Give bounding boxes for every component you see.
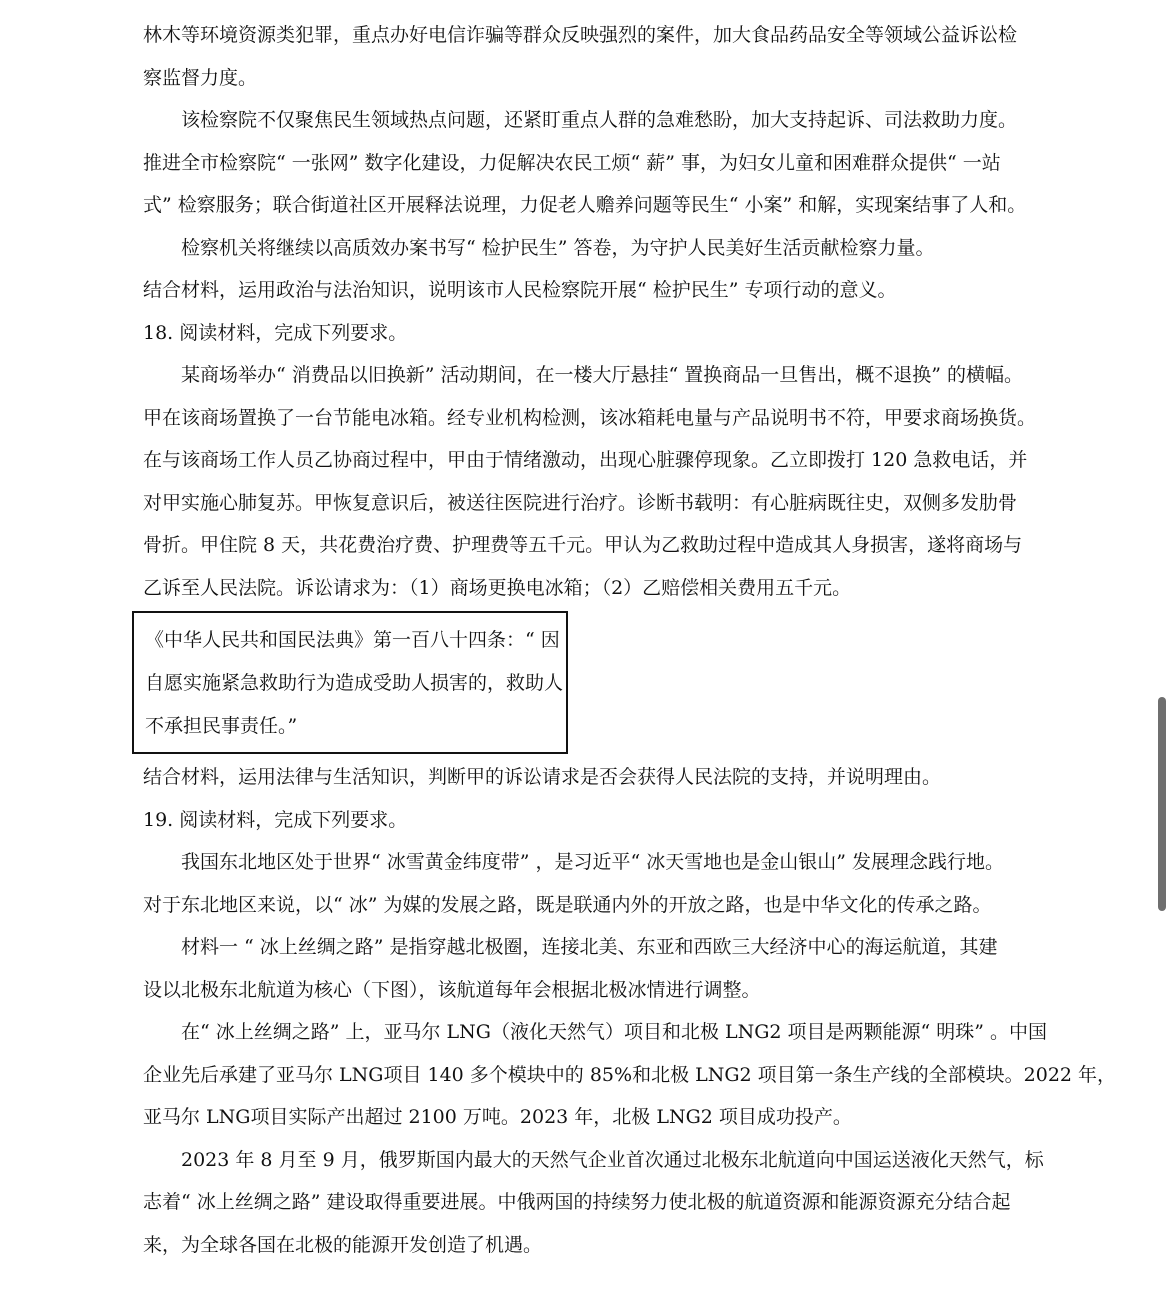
text-line: 骨折。甲住院 8 天，共花费治疗费、护理费等五千元。甲认为乙救助过程中造成其人身损害，遂将商场与 <box>143 534 1023 556</box>
text-line: 式” 检察服务；联合街道社区开展释法说理，力促老人赡养问题等民生“ 小案” 和解，实现案结事了人和。 <box>143 194 1027 216</box>
text-line: 察监督力度。 <box>143 66 258 89</box>
text-line: 推进全市检察院“ 一张网” 数字化建设，力促解决农民工烦“ 薪” 事，为妇女儿童和困难群众提供“ 一站 <box>143 151 1001 174</box>
text-line: 志着“ 冰上丝绸之路” 建设取得重要进展。中俄两国的持续努力使北极的航道资源和能源资源充分结合起 <box>143 1191 1011 1213</box>
text-line: 该检察院不仅聚焦民生领域热点问题，还紧盯重点人群的急难愁盼，加大支持起诉、司法救助力度。 <box>181 109 1018 131</box>
text-block-after <box>143 756 1117 1266</box>
text-line: 林木等环境资源类犯罪，重点办好电信诈骗等群众反映强烈的案件，加大食品药品安全等领域公益诉讼检 <box>143 24 1018 46</box>
text-line: 在与该商场工作人员乙协商过程中，甲由于情绪激动，出现心脏骤停现象。乙立即拨打 120 急救电话，并 <box>143 449 1028 471</box>
document-page <box>143 14 1117 1266</box>
text-line: 结合材料，运用政治与法治知识，说明该市人民检察院开展“ 检护民生” 专项行动的意义。 <box>143 279 897 301</box>
text-line: 在“ 冰上丝绸之路” 上，亚马尔 LNG（液化天然气）项目和北极 LNG2 项目是两颗能源“ 明珠” 。中国 <box>181 1021 1048 1043</box>
text-line: 2023 年 8 月至 9 月，俄罗斯国内最大的天然气企业首次通过北极东北航道向中国运送液化天然气，标 <box>181 1148 1044 1171</box>
text-block-before <box>143 14 1038 609</box>
text-line: 某商场举办“ 消费品以旧换新” 活动期间，在一楼大厅悬挂“ 置换商品一旦售出，概不退换” 的横幅。 <box>181 364 1024 386</box>
text-line: 检察机关将继续以高质效办案书写“ 检护民生” 答卷，为守护人民美好生活贡献检察力量。 <box>181 236 935 259</box>
text-line: 设以北极东北航道为核心（下图），该航道每年会根据北极冰情进行调整。 <box>143 978 761 1001</box>
law-quote-box <box>132 611 568 754</box>
text-line: 对甲实施心肺复苏。甲恢复意识后，被送往医院进行治疗。诊断书载明：有心脏病既往史，双侧多发肋骨 <box>143 491 1018 514</box>
law-quote-line: 自愿实施紧急救助行为造成受助人损害的，救助人 <box>145 672 564 694</box>
text-line: 甲在该商场置换了一台节能电冰箱。经专业机构检测，该冰箱耗电量与产品说明书不符，甲要求商场换货。 <box>143 406 1037 429</box>
text-line: 材料一 “ 冰上丝绸之路” 是指穿越北极圈，连接北美、东亚和西欧三大经济中心的海运航道，其建 <box>181 936 998 958</box>
text-line: 19. 阅读材料，完成下列要求。 <box>143 808 408 831</box>
law-quote-line: 不承担民事责任。” <box>145 715 298 737</box>
vertical-scrollbar[interactable] <box>1158 697 1166 911</box>
text-line: 亚马尔 LNG项目实际产出超过 2100 万吨。2023 年，北极 LNG2 项目成功投产。 <box>143 1106 852 1128</box>
text-line: 来，为全球各国在北极的能源开发创造了机遇。 <box>143 1233 543 1256</box>
text-line: 乙诉至人民法院。诉讼请求为：（1）商场更换电冰箱；（2）乙赔偿相关费用五千元。 <box>143 576 852 599</box>
law-quote-line: 《中华人民共和国民法典》第一百八十四条：“ 因 <box>145 629 560 651</box>
text-line: 我国东北地区处于世界“ 冰雪黄金纬度带” ，是习近平“ 冰天雪地也是金山银山” 发展理念践行地。 <box>181 851 1005 873</box>
text-line: 企业先后承建了亚马尔 LNG项目 140 多个模块中的 85%和北极 LNG2 项目第一条生产线的全部模块。2022 年， <box>143 1063 1117 1086</box>
text-line: 结合材料，运用法律与生活知识，判断甲的诉讼请求是否会获得人民法院的支持，并说明理由。 <box>143 766 942 788</box>
text-line: 18. 阅读材料，完成下列要求。 <box>143 321 408 344</box>
text-line: 对于东北地区来说，以“ 冰” 为媒的发展之路，既是联通内外的开放之路，也是中华文化的传承之路。 <box>143 893 992 916</box>
